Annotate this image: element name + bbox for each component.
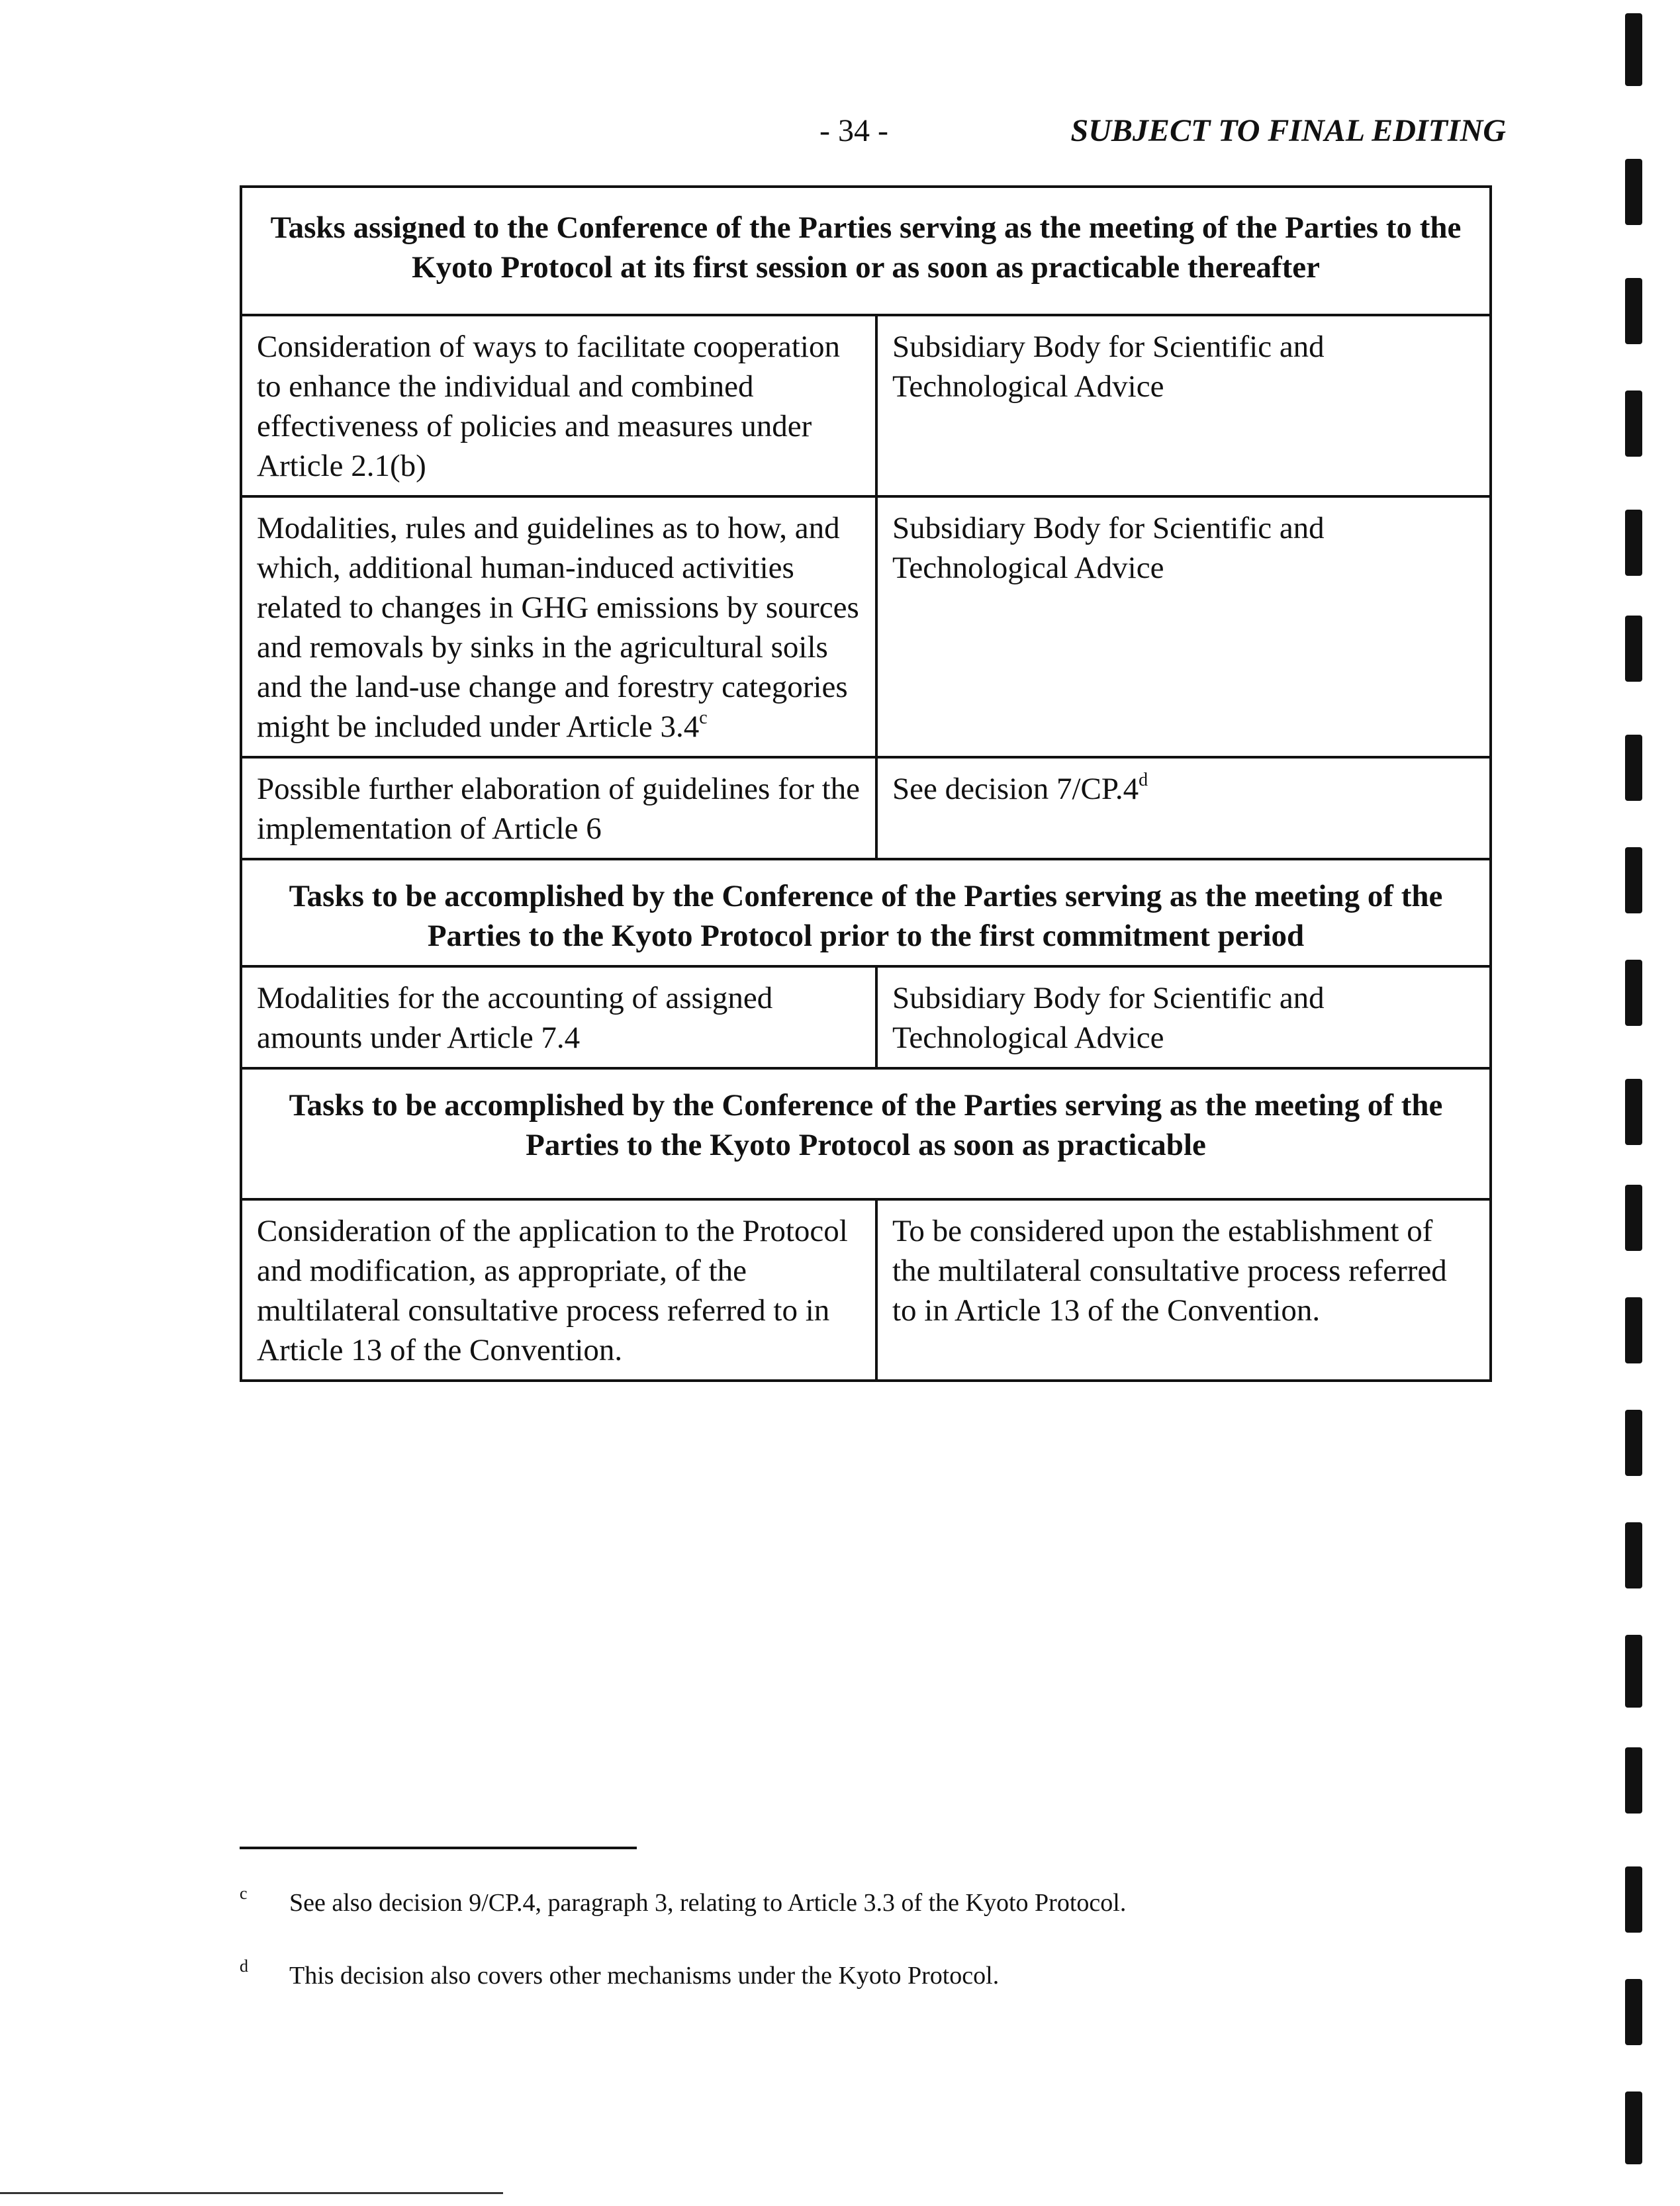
binding-hole [1625, 1297, 1642, 1363]
section-heading-row [241, 859, 1491, 966]
binding-hole [1625, 1635, 1642, 1708]
responsible-body-text: Subsidiary Body for Scientific and Technological Advice [892, 511, 1325, 585]
table-row [241, 315, 1491, 496]
section-heading: Tasks to be accomplished by the Conference of the Parties serving as the meeting of the Parties to the Kyoto Protocol prior to the first commitment period [241, 859, 1491, 966]
task-text: Consideration of the application to the Protocol and modification, as appropriate, of the multilateral consultative process referred to in Article 13 of the Convention. [257, 1214, 848, 1367]
table-row [241, 496, 1491, 757]
footnote-divider [240, 1847, 637, 1849]
footnote-text: See also decision 9/CP.4, paragraph 3, relating to Article 3.3 of the Kyoto Protocol. [289, 1889, 1127, 1917]
responsible-body-text: Subsidiary Body for Scientific and Technological Advice [892, 330, 1325, 404]
binding-hole [1625, 960, 1642, 1026]
binding-hole [1625, 1185, 1642, 1251]
table-row [241, 1199, 1491, 1381]
task-table [240, 185, 1492, 1382]
footnote-reference: c [699, 708, 708, 728]
responsible-body-text: To be considered upon the establishment of the multilateral consultative process referred to in Article 13 of the Convention. [892, 1214, 1447, 1328]
binding-hole [1625, 2091, 1642, 2164]
binding-hole [1625, 1979, 1642, 2045]
section-heading-row [241, 1068, 1491, 1199]
task-text: Consideration of ways to facilitate cooperation to enhance the individual and combined effectiveness of policies and measures under Article 2.1(b) [257, 330, 840, 483]
binding-hole [1625, 847, 1642, 913]
task-cell [241, 966, 876, 1068]
task-cell [241, 315, 876, 496]
table-row [241, 757, 1491, 859]
footnote-mark: c [240, 1884, 248, 1903]
binding-hole [1625, 391, 1642, 457]
binding-hole [1625, 1747, 1642, 1814]
binding-hole [1625, 13, 1642, 86]
section-heading-row [241, 187, 1491, 315]
footnote-reference: d [1139, 770, 1148, 790]
binding-hole [1625, 1079, 1642, 1145]
task-text: Modalities for the accounting of assigned amounts under Article 7.4 [257, 981, 773, 1055]
binding-hole [1625, 278, 1642, 344]
footnote-mark: d [240, 1956, 248, 1976]
responsible-body-cell [876, 315, 1491, 496]
page-number: - 34 - [819, 113, 888, 148]
binding-hole [1625, 616, 1642, 682]
binding-hole [1625, 1410, 1642, 1476]
responsible-body-cell [876, 1199, 1491, 1381]
responsible-body-text: See decision 7/CP.4 [892, 772, 1139, 806]
section-heading: Tasks to be accomplished by the Conference of the Parties serving as the meeting of the Parties to the Kyoto Protocol as soon as practicable [241, 1068, 1491, 1199]
responsible-body-text: Subsidiary Body for Scientific and Technological Advice [892, 981, 1325, 1055]
footnote-text: This decision also covers other mechanisms under the Kyoto Protocol. [289, 1962, 1000, 1990]
binding-hole [1625, 510, 1642, 576]
task-text: Possible further elaboration of guidelines for the implementation of Article 6 [257, 772, 861, 846]
responsible-body-cell [876, 496, 1491, 757]
binding-hole [1625, 1866, 1642, 1933]
task-text: Modalities, rules and guidelines as to how, and which, additional human-induced activities related to changes in GHG emissions by sources and removals by sinks in the agricultural soils and the land-use change and forestry categories might be included under Article 3.4 [257, 511, 859, 744]
section-heading: Tasks assigned to the Conference of the Parties serving as the meeting of the Parties to the Kyoto Protocol at its first session or as soon as practicable thereafter [241, 187, 1491, 315]
table-row [241, 966, 1491, 1068]
task-cell [241, 496, 876, 757]
edit-status-label: SUBJECT TO FINAL EDITING [1070, 113, 1506, 148]
responsible-body-cell [876, 757, 1491, 859]
task-cell [241, 757, 876, 859]
binding-hole [1625, 735, 1642, 801]
binding-hole [1625, 1522, 1642, 1588]
responsible-body-cell [876, 966, 1491, 1068]
bottom-edge-rule [0, 2192, 503, 2194]
binding-hole [1625, 159, 1642, 225]
task-cell [241, 1199, 876, 1381]
